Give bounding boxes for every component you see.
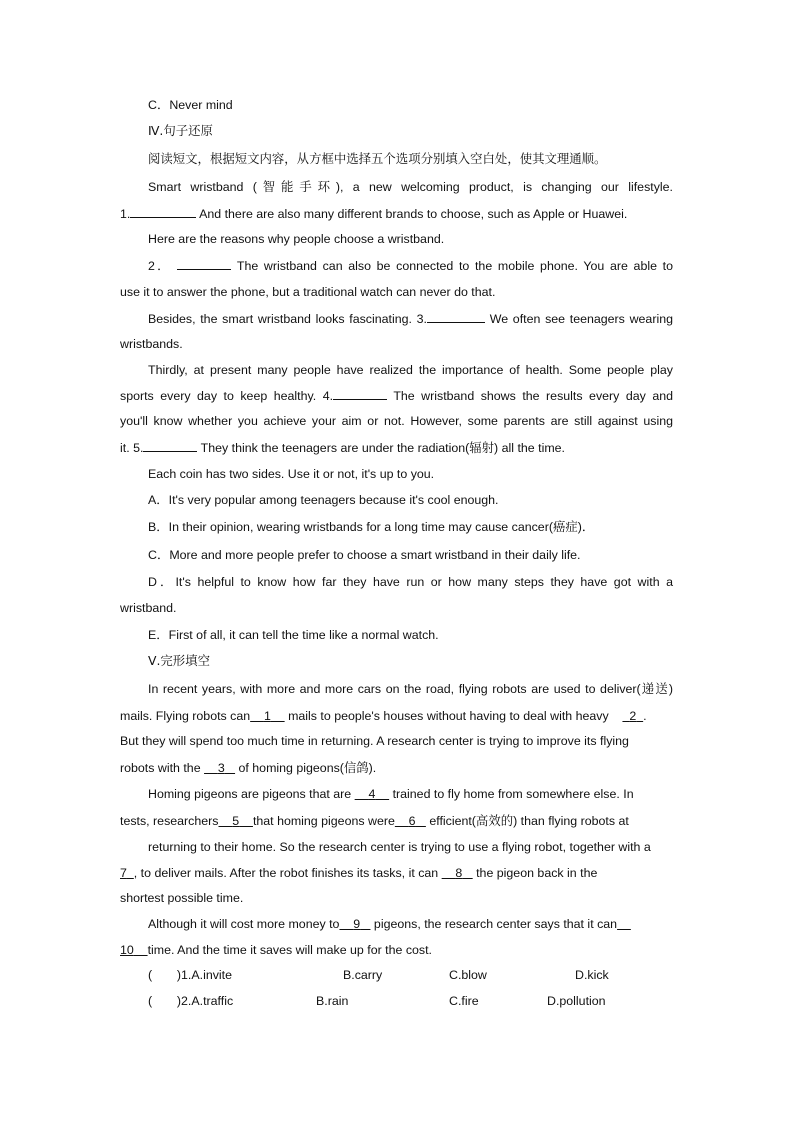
cloze-blank-9[interactable]: 9 [353,917,361,931]
cloze-text: mails to people's houses without having to deal with heavy [288,709,609,723]
answer-blank-1[interactable] [130,205,196,218]
blank-number: 2． [148,259,172,273]
passage-text: it. 5. [120,441,144,455]
question-2-choice-c[interactable]: C.fire [449,994,479,1008]
cloze-text: time. And the time it saves will make up for the cost. [147,943,432,957]
cloze-blank-5[interactable]: 5 [232,814,240,828]
passage-line [148,310,673,327]
cloze-line: shortest possible time. [120,891,244,905]
cloze-line: In recent years, with more and more cars on the road, flying robots are used to deliver(递送) [148,682,673,696]
passage-text: We often see teenagers wearing [489,312,673,326]
section-4-title: Ⅳ.句子还原 [148,123,213,138]
cloze-line: returning to their home. So the research center is trying to use a flying robot, together with a [148,840,651,854]
cloze-text: of homing pigeons(信鸽). [238,761,377,775]
question-1-choice-d[interactable]: D.kick [575,968,609,982]
passage-line: you'll know whether you achieve your aim or not. However, some parents are still against using [120,414,673,428]
choice-option-b: B．In their opinion, wearing wristbands for a long time may cause cancer(癌症)． [148,520,595,534]
cloze-blank-3[interactable]: 3 [217,761,225,775]
passage-text: The wristband shows the results every day and [393,389,674,403]
cloze-blank-4[interactable]: 4 [368,787,376,801]
cloze-text: efficient(高效的) than flying robots at [429,814,629,828]
passage-line: Smart wristband (智能手环), a new welcoming product, is changing our lifestyle. [148,180,673,194]
cloze-text: the pigeon back in the [476,866,598,880]
passage-line [120,387,673,404]
choice-option-d: D．It's helpful to know how far they have run or how many steps they have got with a [148,575,673,589]
cloze-text: Homing pigeons are pigeons that are [148,787,352,801]
passage-text: And there are also many different brands to choose, such as Apple or Huawei. [199,207,628,221]
cloze-line [120,865,597,881]
cloze-text: robots with the [120,761,201,775]
passage-line [120,205,627,222]
passage-text: They think the teenagers are under the radiation(辐射) all the time. [200,441,565,455]
choice-option-a: A．It's very popular among teenagers because it's cool enough. [148,493,499,507]
cloze-line [120,760,376,776]
answer-blank-2[interactable] [177,257,231,270]
question-1-choice-b[interactable]: B.carry [343,968,383,982]
section-5-title: Ⅴ.完形填空 [148,653,210,668]
choice-option-c: C．More and more people prefer to choose a smart wristband in their daily life. [148,548,581,562]
passage-line [148,257,673,274]
cloze-blank-8[interactable]: 8 [455,866,463,880]
cloze-line [148,916,631,932]
question-1-choice-c[interactable]: C.blow [449,968,487,982]
cloze-blank-2[interactable]: 2 [629,709,637,723]
choice-option-d-cont: wristband. [120,601,177,615]
choice-option-e: E．First of all, it can tell the time like a normal watch. [148,628,439,642]
cloze-text: that homing pigeons were [252,814,395,828]
cloze-text: Although it will cost more money to [148,917,340,931]
answer-blank-5[interactable] [143,439,197,452]
passage-text: sports every day to keep healthy. 4. [120,389,334,403]
cloze-line: But they will spend too much time in returning. A research center is trying to improve its flying [120,734,629,748]
cloze-blank-6[interactable]: 6 [408,814,416,828]
cloze-line [148,786,634,802]
cloze-text: , to deliver mails. After the robot finishes its tasks, it can [133,866,439,880]
option-c-never-mind: C．Never mind [148,98,233,112]
question-2-choice-b[interactable]: B.rain [316,994,349,1008]
cloze-line: mails. Flying robots can 1 mails to people's houses without having to deal with heavy 2 . [120,709,647,723]
question-1-choice-a[interactable]: ( )1.A.invite [148,968,232,982]
answer-blank-3[interactable] [427,310,485,323]
passage-line [120,439,565,456]
answer-blank-4[interactable] [333,387,387,400]
cloze-text: pigeons, the research center says that it can [373,917,618,931]
cloze-line [120,942,432,958]
cloze-blank-1[interactable]: 1 [263,709,271,723]
cloze-text: trained to fly home from somewhere else. In [392,787,634,801]
passage-line: wristbands. [120,337,183,351]
question-2-choice-a[interactable]: ( )2.A.traffic [148,994,234,1008]
passage-line: use it to answer the phone, but a traditional watch can never do that. [120,285,496,299]
cloze-blank-7[interactable]: 7 [120,866,127,880]
section-4-instruction: 阅读短文，根据短文内容，从方框中选择五个选项分别填入空白处，使其文理通顺。 [148,151,607,166]
cloze-blank-10[interactable]: 10 [120,943,134,957]
cloze-text: tests, researchers [120,814,219,828]
passage-line: Thirdly, at present many people have realized the importance of health. Some people play [148,363,673,377]
question-2-choice-d[interactable]: D.pollution [547,994,606,1008]
cloze-line [120,813,629,829]
passage-line: Here are the reasons why people choose a wristband. [148,232,445,246]
blank-number: 1. [120,207,131,221]
passage-text: Besides, the smart wristband looks fascinating. 3. [148,312,427,326]
passage-text: The wristband can also be connected to the mobile phone. You are able to [236,259,673,273]
cloze-text: mails. Flying robots can [120,709,251,723]
passage-line: Each coin has two sides. Use it or not, it's up to you. [148,467,435,481]
